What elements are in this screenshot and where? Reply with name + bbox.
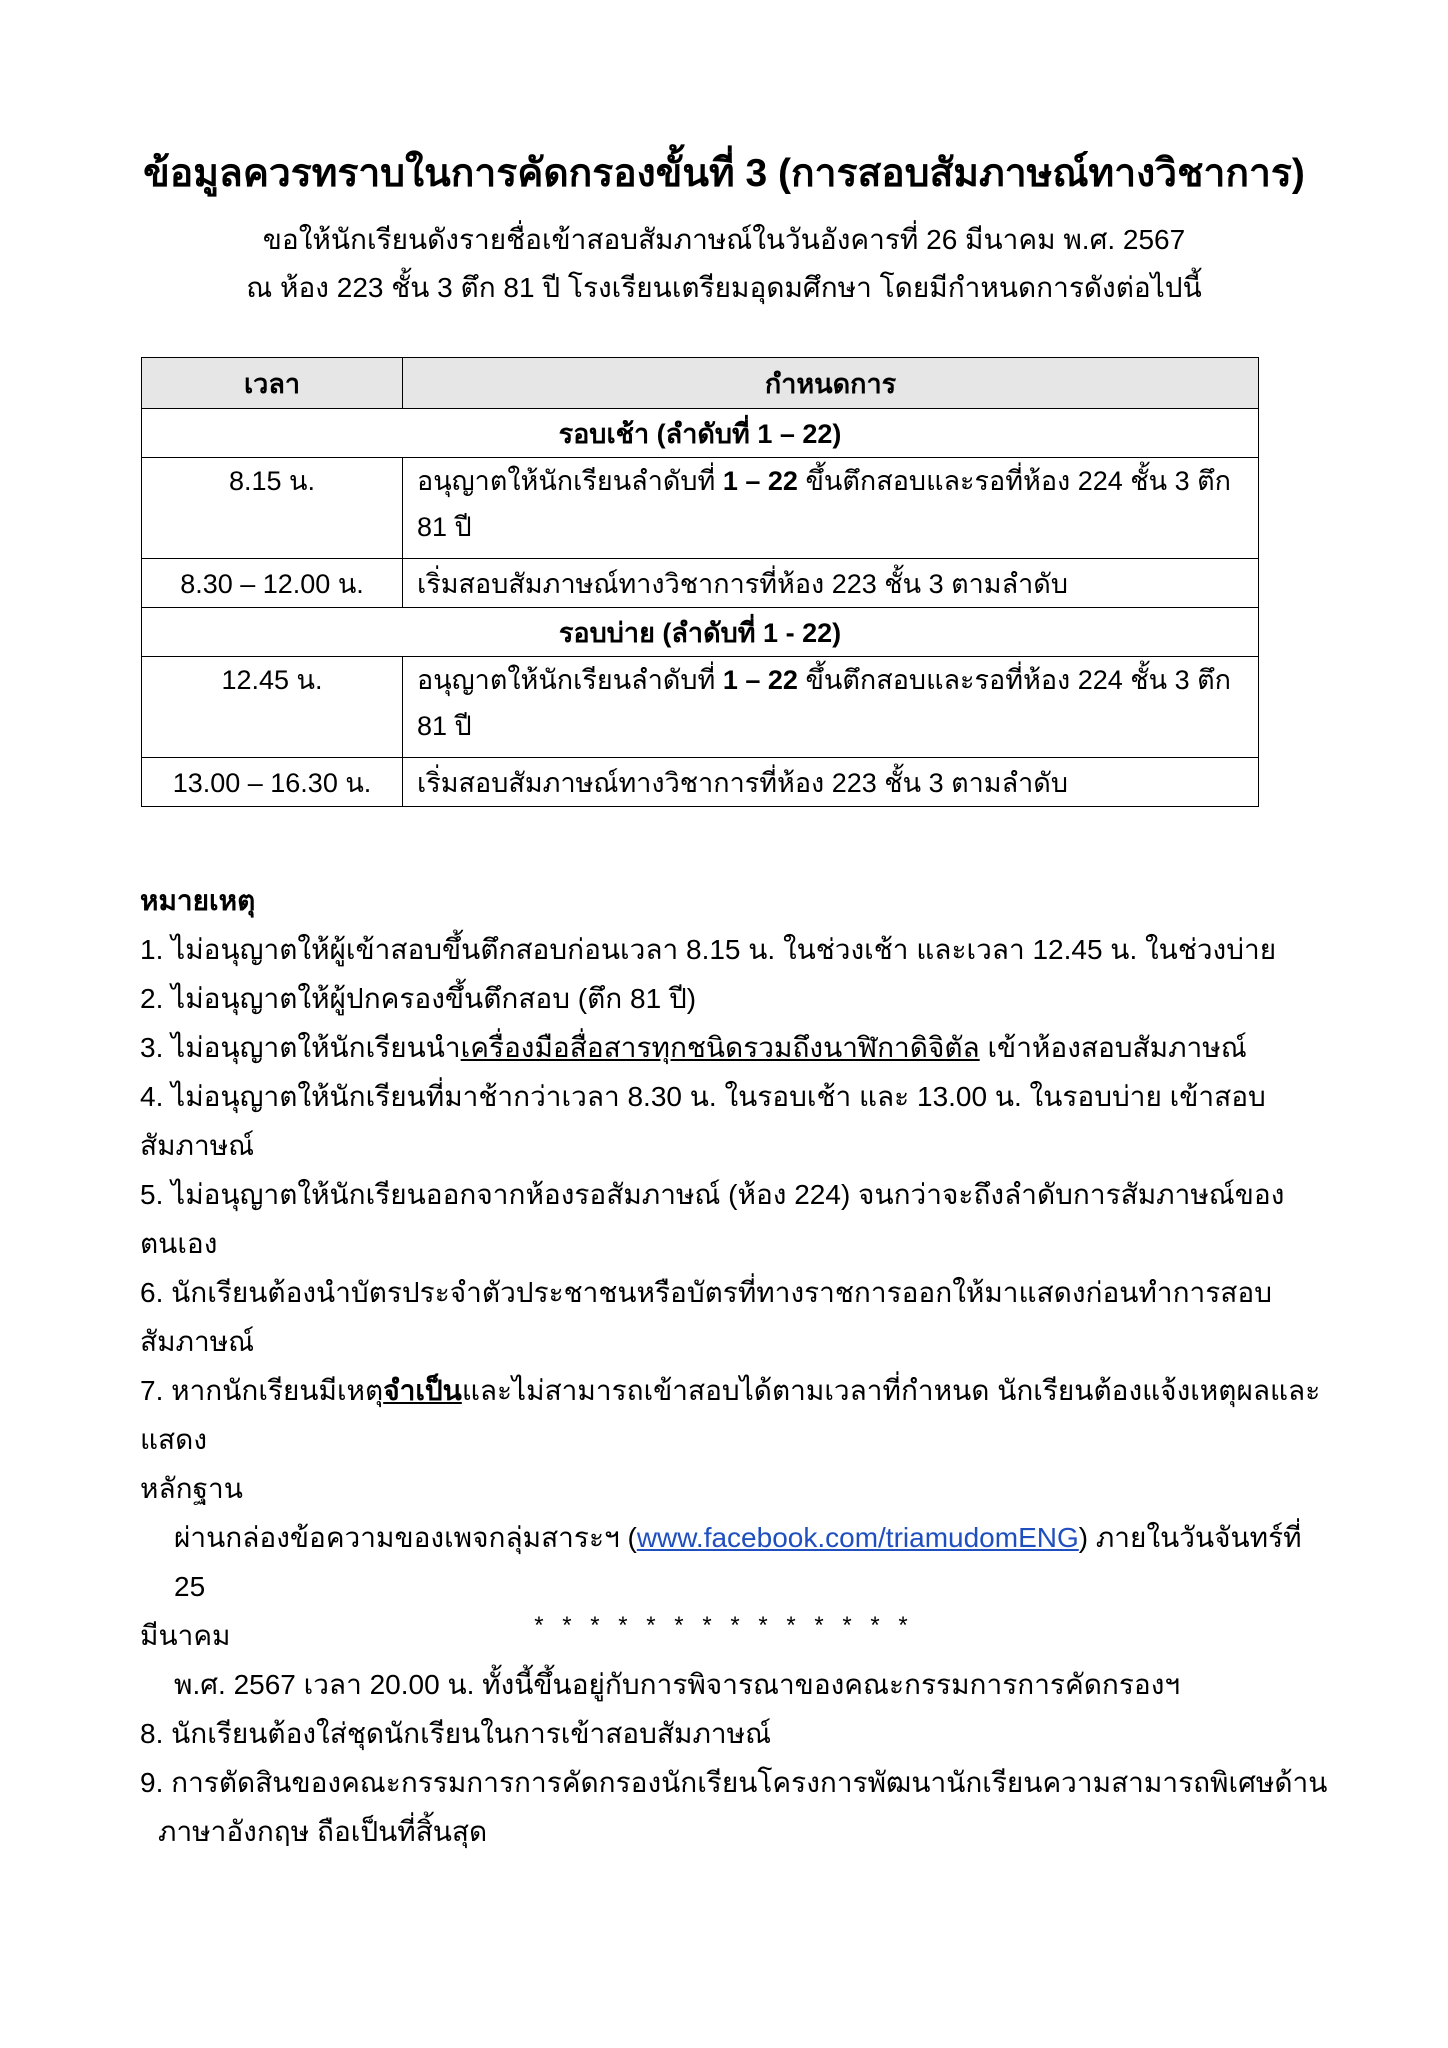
notes-heading: หมายเหตุ [140,885,256,916]
activity-cell: เริ่มสอบสัมภาษณ์ทางวิชาการที่ห้อง 223 ชั้น 3 ตามลำดับ [403,758,1259,807]
note-7-text: ) ภายในวันจันทร์ที่ 25 [174,1522,1302,1602]
note-3-text: 3. ไม่อนุญาตให้นักเรียนนำ [140,1032,461,1063]
notes-section [140,876,1330,1856]
time-cell: 8.15 น. [142,458,403,559]
note-9: 9. การตัดสินของคณะกรรมการการคัดกรองนักเรียนโครงการพัฒนานักเรียนความสามารถพิเศษด้าน [140,1767,1328,1798]
facebook-link[interactable]: www.facebook.com/triamudomENG [636,1522,1079,1553]
activity-cell [403,458,1259,559]
note-7-line2: หลักฐาน [140,1473,243,1504]
note-3-text: เข้าห้องสอบสัมภาษณ์ [979,1032,1247,1063]
table-row [142,458,1259,559]
header-schedule: กำหนดการ [403,358,1259,409]
morning-session-row [142,409,1259,458]
time-cell: 8.30 – 12.00 น. [142,559,403,608]
header-time: เวลา [142,358,403,409]
note-4: 4. ไม่อนุญาตให้นักเรียนที่มาช้ากว่าเวลา 8.30 น. ในรอบเช้า และ 13.00 น. ในรอบบ่าย เข้าสอบสัมภาษณ์ [140,1081,1266,1161]
activity-cell: เริ่มสอบสัมภาษณ์ทางวิชาการที่ห้อง 223 ชั้น 3 ตามลำดับ [403,559,1259,608]
schedule-table [141,357,1259,807]
table-row [142,559,1259,608]
note-7-text: และไม่สามารถเข้าสอบได้ตามเวลาที่กำหนด นักเรียนต้องแจ้งเหตุผลและแสดง [140,1375,1321,1455]
note-7-line5: พ.ศ. 2567 เวลา 20.00 น. ทั้งนี้ขึ้นอยู่กับการพิจารณาของคณะกรรมการการคัดกรองฯ [174,1669,1181,1700]
note-8: 8. นักเรียนต้องใส่ชุดนักเรียนในการเข้าสอบสัมภาษณ์ [140,1718,772,1749]
note-7-line3 [140,1513,1330,1611]
note-1: 1. ไม่อนุญาตให้ผู้เข้าสอบขึ้นตึกสอบก่อนเวลา 8.15 น. ในช่วงเช้า และเวลา 12.45 น. ในช่วงบ่าย [140,934,1277,965]
note-7 [140,1366,1330,1464]
activity-range: 1 – 22 [722,466,798,496]
note-7-emphasis: จำเป็น [383,1375,462,1406]
table-header-row [142,358,1259,409]
note-5: 5. ไม่อนุญาตให้นักเรียนออกจากห้องรอสัมภาษณ์ (ห้อง 224) จนกว่าจะถึงลำดับการสัมภาษณ์ของตนเอง [140,1179,1285,1259]
note-6: 6. นักเรียนต้องนำบัตรประจำตัวประชาชนหรือบัตรที่ทางราชการออกให้มาแสดงก่อนทำการสอบสัมภาษณ์ [140,1277,1272,1357]
note-3-underlined: เครื่องมือสื่อสารทุกชนิดรวมถึงนาฬิกาดิจิตัล [460,1032,980,1063]
afternoon-session-row [142,608,1259,657]
note-7-text: 7. หากนักเรียนมีเหตุ [140,1375,384,1406]
note-9-line2: ภาษาอังกฤษ ถือเป็นที่สิ้นสุด [158,1816,488,1847]
activity-text: ขึ้นตึกสอบและรอที่ห้อง 224 ชั้น 3 ตึก 81 ปี [417,665,1231,741]
activity-text: อนุญาตให้นักเรียนลำดับที่ [417,665,723,695]
morning-session-title: รอบเช้า (ลำดับที่ 1 – 22) [142,409,1259,458]
time-cell: 12.45 น. [142,657,403,758]
page-title: ข้อมูลควรทราบในการคัดกรองขั้นที่ 3 (การสอบสัมภาษณ์ทางวิชาการ) [143,152,1305,195]
subtitle-date: ขอให้นักเรียนดังรายชื่อเข้าสอบสัมภาษณ์ในวันอังคารที่ 26 มีนาคม พ.ศ. 2567 [262,224,1186,255]
afternoon-session-title: รอบบ่าย (ลำดับที่ 1 - 22) [142,608,1259,657]
activity-text: อนุญาตให้นักเรียนลำดับที่ [417,466,723,496]
table-row [142,657,1259,758]
time-cell: 13.00 – 16.30 น. [142,758,403,807]
note-7-text: ผ่านกล่องข้อความของเพจกลุ่มสาระฯ ( [174,1522,637,1553]
activity-cell [403,657,1259,758]
footer-stars: * * * * * * * * * * * * * * [534,1612,914,1639]
note-7-line4: มีนาคม [140,1620,231,1651]
activity-range: 1 – 22 [722,665,798,695]
activity-text: ขึ้นตึกสอบและรอที่ห้อง 224 ชั้น 3 ตึก 81 ปี [417,466,1231,542]
note-3 [140,1023,1330,1072]
subtitle-location: ณ ห้อง 223 ชั้น 3 ตึก 81 ปี โรงเรียนเตรียมอุดมศึกษา โดยมีกำหนดการดังต่อไปนี้ [246,272,1202,303]
table-row [142,758,1259,807]
note-2: 2. ไม่อนุญาตให้ผู้ปกครองขึ้นตึกสอบ (ตึก 81 ปี) [140,983,697,1014]
